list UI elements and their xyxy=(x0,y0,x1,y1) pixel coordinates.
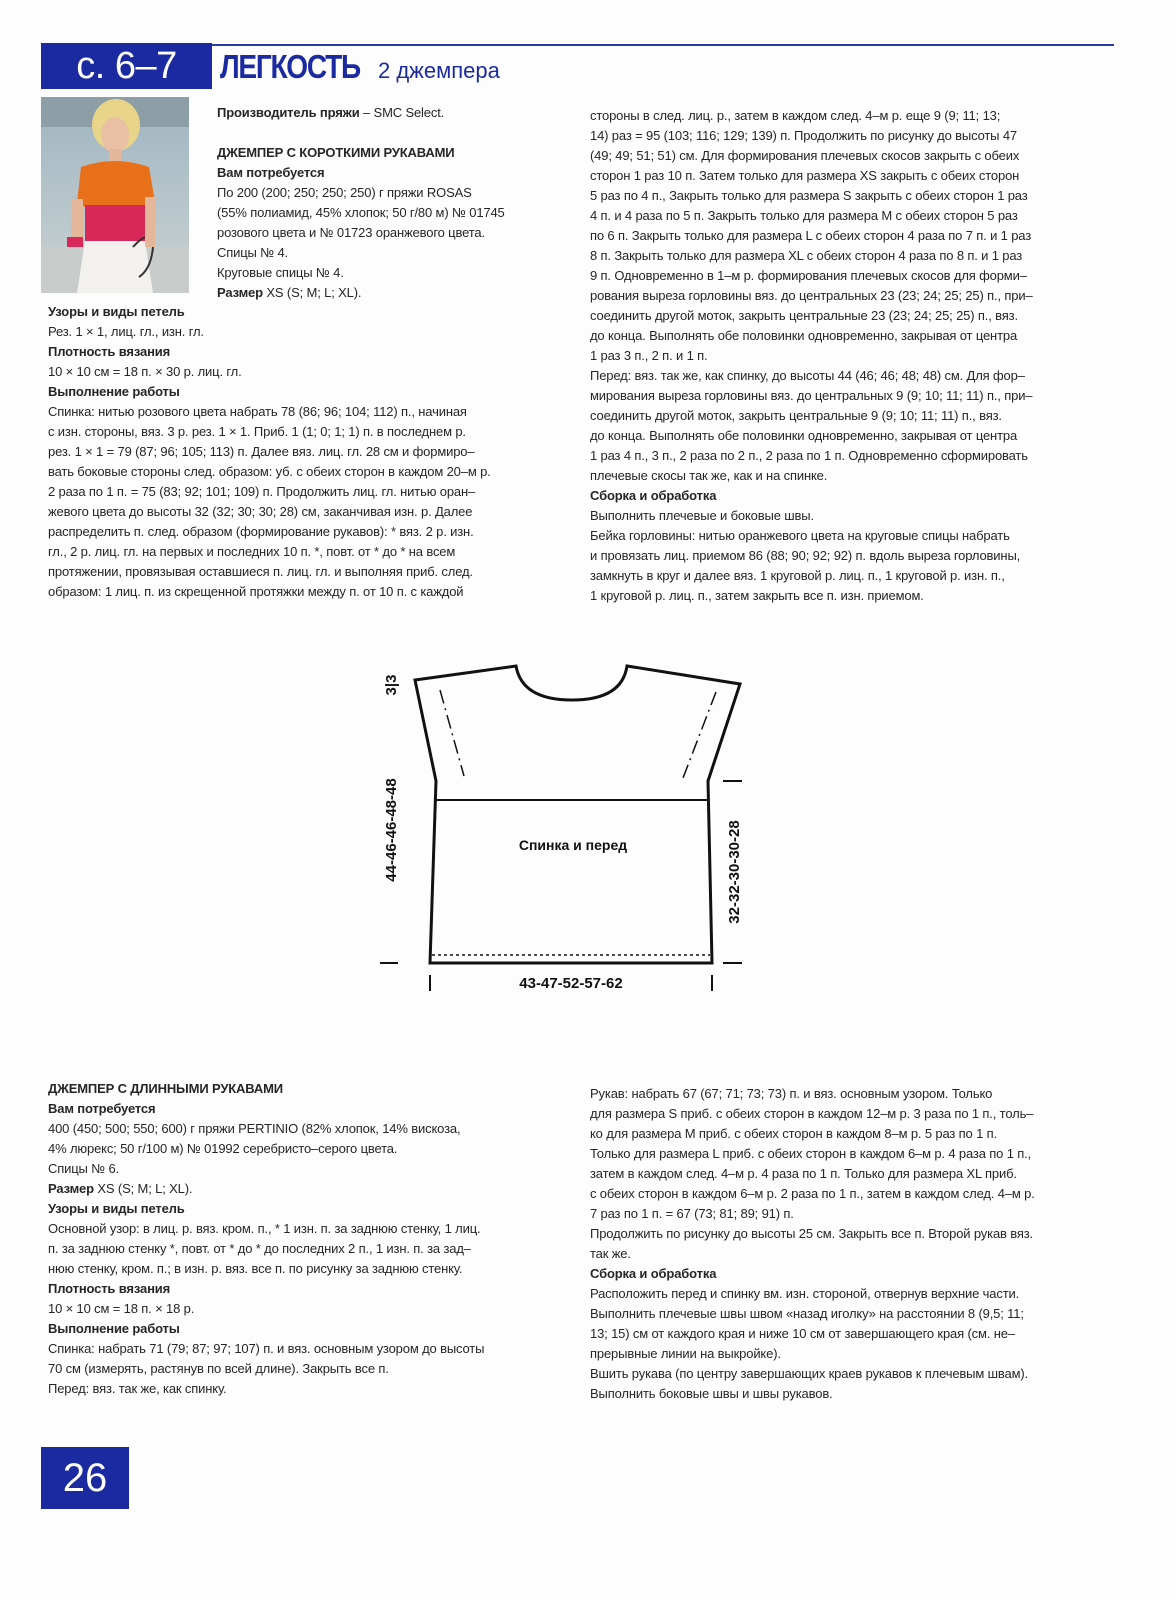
text-line: Круговые спицы № 4. xyxy=(217,265,344,280)
shoulder-label: 3|3 xyxy=(383,674,400,696)
text-line: (55% полиамид, 45% хлопок; 50 г/80 м) № 01745 xyxy=(217,205,505,220)
page-range-badge: с. 6–7 xyxy=(41,43,212,89)
garment-outline xyxy=(415,666,740,963)
text-line: гл., 2 р. лиц. гл. на первых и последних 10 п. *, повт. от * до * на всем xyxy=(48,544,456,559)
text-line: протяжении, провязывая оставшиеся п. лиц. гл. и выполняя приб. след. xyxy=(48,564,473,579)
text-line: По 200 (200; 250; 250; 250) г пряжи ROSAS xyxy=(217,185,472,200)
section-heading: Узоры и виды петель xyxy=(48,1201,185,1216)
section-heading: Выполнение работы xyxy=(48,1321,180,1336)
text-line: Спинка: нитью розового цвета набрать 78 (86; 96; 104; 112) п., начиная xyxy=(48,404,467,419)
text-line: 400 (450; 500; 550; 600) г пряжи PERTINIO (82% хлопок, 14% вискоза, xyxy=(48,1121,461,1136)
text-line: 10 × 10 см = 18 п. × 30 р. лиц. гл. xyxy=(48,364,242,379)
text-line: распределить п. след. образом (формирование рукавов): * вяз. 2 р. изн. xyxy=(48,524,474,539)
text-line: 9 п. Одновременно в 1–м р. формирования плечевых скосов для форми– xyxy=(590,268,1027,283)
text-line: стороны в след. лиц. р., затем в каждом след. 4–м р. еще 9 (9; 11; 13; xyxy=(590,108,1001,123)
text-line: 70 см (измерять, растянув по всей длине). Закрыть все п. xyxy=(48,1361,389,1376)
section-heading: Плотность вязания xyxy=(48,344,171,359)
text-line: с обеих сторон в каждом 6–м р. 2 раза по 1 п., затем в каждом след. 4–м р. xyxy=(590,1186,1035,1201)
text-line: 5 раз по 4 п., Закрыть только для размера S закрыть с обеих сторон 1 раз xyxy=(590,188,1028,203)
text-line: жевого цвета до высоты 32 (32; 30; 30; 28) см, заканчивая изн. р. Далее xyxy=(48,504,473,519)
text-line: Перед: вяз. так же, как спинку. xyxy=(48,1381,227,1396)
text-line: розового цвета и № 01723 оранжевого цвета. xyxy=(217,225,485,240)
text-line: для размера S приб. с обеих сторон в каждом 12–м р. 3 раза по 1 п., толь– xyxy=(590,1106,1034,1121)
section-heading: ДЖЕМПЕР С КОРОТКИМИ РУКАВАМИ xyxy=(217,145,455,160)
section-heading: Вам потребуется xyxy=(217,165,325,180)
side-height-label: 32-32-30-30-28 xyxy=(726,820,743,924)
total-height-label: 44-46-46-48-48 xyxy=(383,778,400,882)
text-line: Спинка: набрать 71 (79; 87; 97; 107) п. и вяз. основным узором до высоты xyxy=(48,1341,485,1356)
line-value: – SMC Select. xyxy=(359,105,445,120)
text-line: Рукав: набрать 67 (67; 71; 73; 73) п. и вяз. основным узором. Только xyxy=(590,1086,993,1101)
text-line: до конца. Выполнять обе половинки одновременно, закрывая от центра xyxy=(590,428,1018,443)
text-line: Выполнить плечевые швы швом «назад иголку» на расстоянии 8 (9,5; 11; xyxy=(590,1306,1024,1321)
text-line: Только для размера L приб. с обеих сторон в каждом 6–м р. 4 раза по 1 п., xyxy=(590,1146,1032,1161)
text-line: образом: 1 лиц. п. из скрещенной протяжки между п. от 10 п. с каждой xyxy=(48,584,464,599)
section-heading: Плотность вязания xyxy=(48,1281,171,1296)
page-number: 26 xyxy=(41,1447,129,1509)
text-line: соединить другой моток, закрыть центральные 23 (23; 24; 25; 25) п., вяз. xyxy=(590,308,1018,323)
text-line: 7 раз по 1 п. = 67 (73; 81; 89; 91) п. xyxy=(590,1206,794,1221)
text-line: до конца. Выполнять обе половинки одновременно, закрывая от центра xyxy=(590,328,1018,343)
text-line: п. за заднюю стенку *, повт. от * до * до последних 2 п., 1 изн. п. за зад– xyxy=(48,1241,471,1256)
diagram-label: Спинка и перед xyxy=(518,837,628,853)
section-heading: Сборка и обработка xyxy=(590,1266,717,1281)
text-line: (49; 49; 51; 51) см. Для формирования плечевых скосов закрыть с обеих xyxy=(590,148,1020,163)
text-line: прерывные линии на выкройке). xyxy=(590,1346,781,1361)
section-heading: Вам потребуется xyxy=(48,1101,156,1116)
text-line: мирования выреза горловины вяз. до центральных 9 (9; 10; 11; 11) п., при– xyxy=(590,388,1033,403)
line-value: XS (S; M; L; XL). xyxy=(93,1181,193,1196)
section-heading: ДЖЕМПЕР С ДЛИННЫМИ РУКАВАМИ xyxy=(48,1081,283,1096)
text-line: по 6 п. Закрыть только для размера L с обеих сторон 4 раза по 7 п. и 1 раз xyxy=(590,228,1032,243)
section-heading: Сборка и обработка xyxy=(590,488,717,503)
seam-line-left xyxy=(440,690,464,776)
section-heading: Узоры и виды петель xyxy=(48,304,185,319)
text-line: замкнуть в круг и далее вяз. 1 круговой р. лиц. п., 1 круговой р. изн. п., xyxy=(590,568,1005,583)
text-line: Продолжить по рисунку до высоты 25 см. Закрыть все п. Второй рукав вяз. xyxy=(590,1226,1034,1241)
text-line: Основной узор: в лиц. р. вяз. кром. п., * 1 изн. п. за заднюю стенку, 1 лиц. xyxy=(48,1221,481,1236)
text-line: и провязать лиц. приемом 86 (88; 90; 92; 92) п. вдоль выреза горловины, xyxy=(590,548,1021,563)
text-line: рез. 1 × 1 = 79 (87; 96; 105; 113) п. Далее вяз. лиц. гл. 28 см и формиро– xyxy=(48,444,475,459)
text-line: 10 × 10 см = 18 п. × 18 р. xyxy=(48,1301,195,1316)
text-line: ко для размера M приб. с обеих сторон в каждом 8–м р. 5 раз по 1 п. xyxy=(590,1126,997,1141)
text-line: так же. xyxy=(590,1246,631,1261)
text-line: Спицы № 4. xyxy=(217,245,288,260)
text-line: Вшить рукава (по центру завершающих краев рукавов к плечевым швам). xyxy=(590,1366,1029,1381)
article-title: ЛЕГКОСТЬ xyxy=(220,48,360,85)
section-heading: Выполнение работы xyxy=(48,384,180,399)
text-line: вать боковые стороны след. образом: уб. с обеих сторон в каждом 20–м р. xyxy=(48,464,491,479)
text-line: 13; 15) см от каждого края и ниже 10 см от завершающего края (см. не– xyxy=(590,1326,1015,1341)
text-line: 1 раз 4 п., 3 п., 2 раза по 2 п., 2 раза по 1 п. Одновременно сформировать xyxy=(590,448,1028,463)
text-line: Рез. 1 × 1, лиц. гл., изн. гл. xyxy=(48,324,204,339)
text-line: 8 п. Закрыть только для размера XL с обеих сторон 4 раза по 8 п. и 1 раз xyxy=(590,248,1023,263)
text-line: затем в каждом след. 4–м р. 4 раза по 1 п. Только для размера XL приб. xyxy=(590,1166,1017,1181)
text-line: 4 п. и 4 раза по 5 п. Закрыть только для размера M с обеих сторон 5 раз xyxy=(590,208,1018,223)
text-line: нюю стенку, кром. п.; в изн. р. вяз. все п. по рисунку за заднюю стенку. xyxy=(48,1261,463,1276)
text-line: 4% люрекс; 50 г/100 м) № 01992 серебристо–серого цвета. xyxy=(48,1141,398,1156)
article-subtitle: 2 джемпера xyxy=(378,58,500,83)
text-line: 1 круговой р. лиц. п., затем закрыть все п. изн. приемом. xyxy=(590,588,924,603)
line-label: Размер xyxy=(48,1181,94,1196)
line-label: Размер xyxy=(217,285,263,300)
text-line: Расположить перед и спинку вм. изн. стороной, отвернув верхние части. xyxy=(590,1286,1020,1301)
line-value: XS (S; M; L; XL). xyxy=(262,285,362,300)
text-line: Спицы № 6. xyxy=(48,1161,119,1176)
text-line: 14) раз = 95 (103; 116; 129; 139) п. Продолжить по рисунку до высоты 47 xyxy=(590,128,1017,143)
seam-line-right xyxy=(683,692,716,778)
text-line: с изн. стороны, вяз. 3 р. рез. 1 × 1. Приб. 1 (1; 0; 1; 1) п. в последнем р. xyxy=(48,424,466,439)
text-line: Выполнить плечевые и боковые швы. xyxy=(590,508,814,523)
text-line: Бейка горловины: нитью оранжевого цвета на круговые спицы набрать xyxy=(590,528,1010,543)
text-line: соединить другой моток, закрыть центральные 9 (9; 10; 11; 11) п., вяз. xyxy=(590,408,1002,423)
text-line: рования выреза горловины вяз. до центральных 23 (23; 24; 25; 25) п., при– xyxy=(590,288,1033,303)
text-line: сторон 1 раз 10 п. Затем только для размера XS закрыть с обеих сторон xyxy=(590,168,1020,183)
text-line: Перед: вяз. так же, как спинку, до высоты 44 (46; 46; 48; 48) см. Для фор– xyxy=(590,368,1025,383)
width-label: 43-47-52-57-62 xyxy=(519,975,623,992)
line-label: Производитель пряжи xyxy=(217,105,360,120)
text-line: 2 раза по 1 п. = 75 (83; 92; 101; 109) п. Продолжить лиц. гл. нитью оран– xyxy=(48,484,476,499)
text-line: плечевые скосы так же, как и на спинке. xyxy=(590,468,828,483)
text-line: Выполнить боковые швы и швы рукавов. xyxy=(590,1386,833,1401)
text-line: 1 раз 3 п., 2 п. и 1 п. xyxy=(590,348,708,363)
